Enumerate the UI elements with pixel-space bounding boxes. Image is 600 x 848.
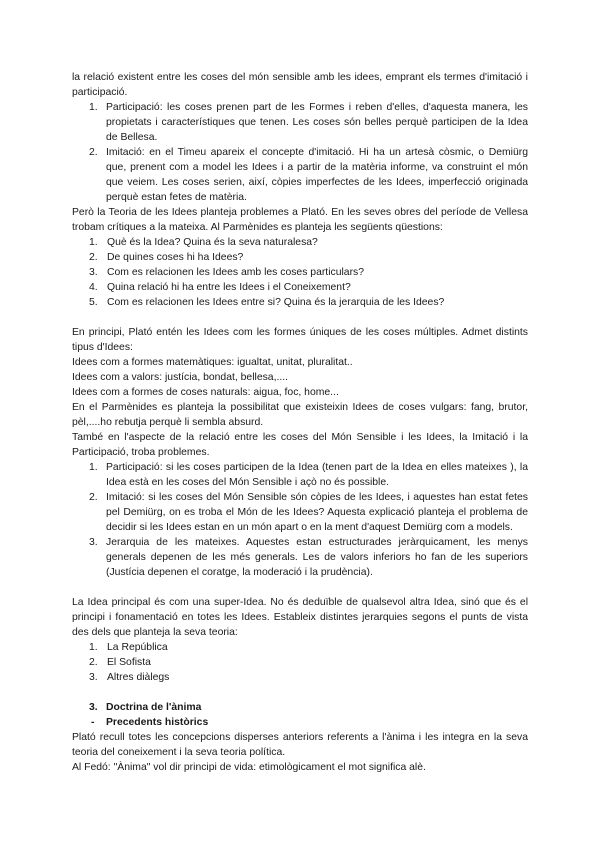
list-number: 1.: [89, 237, 98, 248]
heading-number: 3.: [89, 702, 98, 713]
list-item: [72, 295, 528, 310]
list-number: 4.: [89, 282, 98, 293]
list-number: 3.: [89, 672, 98, 683]
list-text: Participació: si les coses participen de la Idea (tenen part de la Idea en elles mateixes ), la Idea està en les coses del Món Sensible i açò no és possible.: [106, 462, 528, 488]
heading-text: Doctrina de l'ànima: [106, 702, 202, 713]
recull-paragraph: Plató recull totes les concepcions disperses anteriors referents a l'ànima i les integra en la seva teoria del coneixement i la seva teoria política.: [72, 732, 528, 758]
list-text: La República: [107, 642, 168, 653]
list-item: [72, 670, 528, 685]
list-item: [72, 265, 528, 280]
list-item: [72, 280, 528, 295]
intro-paragraph: la relació existent entre les coses del món sensible amb les idees, emprant els termes d'imitació i participació.: [72, 72, 528, 98]
list-number: 2.: [89, 252, 98, 263]
parmenides-paragraph: En el Parmènides es planteja la possibilitat que existeixin Idees de coses vulgars: fang, brutor, pèl,....ho rebutja perquè li sembla absurd.: [72, 402, 528, 428]
list-number: 3.: [89, 267, 98, 278]
section-heading: [72, 700, 528, 715]
aspect-paragraph: També en l'aspecte de la relació entre les coses del Món Sensible i les Idees, la Imitació i la Participació, troba problemes.: [72, 432, 528, 458]
list-item: [72, 250, 528, 265]
list-item: [72, 535, 528, 580]
document-body: [72, 70, 528, 775]
principle-paragraph: En principi, Plató entén les Idees com les formes úniques de les coses múltiples. Admet distints tipus d'Idees:: [72, 327, 528, 353]
subheading-text: Precedents històrics: [106, 717, 209, 728]
math-ideas-line: Idees com a formes matemàtiques: igualtat, unitat, pluralitat..: [72, 357, 353, 368]
list-text: El Sofista: [107, 657, 151, 668]
list-text: Jerarquia de les mateixes. Aquestes estan estructurades jeràrquicament, les menys generals depenen de les més generals. Les de valors inferiors ho fan de les superiors (Justícia depenen el coratge, la moderació i la prudència).: [106, 537, 528, 578]
list-text: Participació: les coses prenen part de les Formes i reben d'elles, d'aquesta manera, les propietats i característiques que tenen. Les coses són belles perquè participen de la Idea de Bellesa.: [106, 102, 528, 143]
relation-list: [72, 100, 528, 205]
list-number: 5.: [89, 297, 98, 308]
spacer: [72, 310, 528, 325]
list-number: 2.: [89, 147, 98, 158]
dialogues-list: [72, 640, 528, 685]
list-item: [72, 460, 528, 490]
list-text: Com es relacionen les Idees amb les coses particulars?: [107, 267, 365, 278]
list-item: [72, 490, 528, 535]
list-number: 1.: [89, 102, 98, 113]
list-item: [72, 145, 528, 205]
super-idea-paragraph: La Idea principal és com una super-Idea. No és deduïble de qualsevol altra Idea, sinó que és el principi i fonamentació en totes les Idees. Estableix distintes jerarquies segons el punts de vista des dels que planteja la seva teoria:: [72, 597, 528, 638]
subheading-bullet: -: [91, 717, 95, 728]
fedo-paragraph: Al Fedó: "Ànima" vol dir principi de vida: etimològicament el mot significa alè.: [72, 762, 426, 773]
problems-paragraph: Però la Teoria de les Idees planteja problemes a Plató. En les seves obres del període de Vellesa trobam crítiques a la mateixa. Al Parmènides es planteja les següents qüestions:: [72, 207, 528, 233]
list-item: [72, 640, 528, 655]
list-number: 3.: [89, 537, 98, 548]
value-ideas-line: Idees com a valors: justícia, bondat, bellesa,....: [72, 372, 289, 383]
natural-ideas-line: Idees com a formes de coses naturals: aigua, foc, home...: [72, 387, 339, 398]
list-text: Imitació: en el Timeu apareix el concepte d'imitació. Hi ha un artesà còsmic, o Demiürg que, prenent com a model les Idees i a partir de la matèria informe, va construint el món que veiem. Les coses serien, així, còpies imperfectes de les Idees, imperfecció originada perquè estan fetes de matèria.: [106, 147, 528, 203]
list-number: 2.: [89, 657, 98, 668]
list-item: [72, 655, 528, 670]
questions-list: [72, 235, 528, 310]
list-number: 2.: [89, 492, 98, 503]
list-text: Quina relació hi ha entre les Idees i el Coneixement?: [107, 282, 351, 293]
list-text: Altres diàlegs: [107, 672, 170, 683]
spacer: [72, 580, 528, 595]
list-text: Imitació: si les coses del Món Sensible són còpies de les Idees, i aquestes han estat fetes pel Demiürg, on es troba el Món de les Idees? Aquesta explicació planteja el problema de decidir si les Idees estan en un món apart o en la ment d'aquest Demiürg com a models.: [106, 492, 528, 533]
problems-list: [72, 460, 528, 580]
list-item: [72, 100, 528, 145]
spacer: [72, 685, 528, 700]
list-text: De quines coses hi ha Idees?: [107, 252, 244, 263]
subsection-heading: [72, 715, 528, 730]
list-number: 1.: [89, 642, 98, 653]
list-text: Què és la Idea? Quina és la seva naturalesa?: [107, 237, 318, 248]
list-item: [72, 235, 528, 250]
list-number: 1.: [89, 462, 98, 473]
list-text: Com es relacionen les Idees entre si? Quina és la jerarquia de les Idees?: [107, 297, 445, 308]
